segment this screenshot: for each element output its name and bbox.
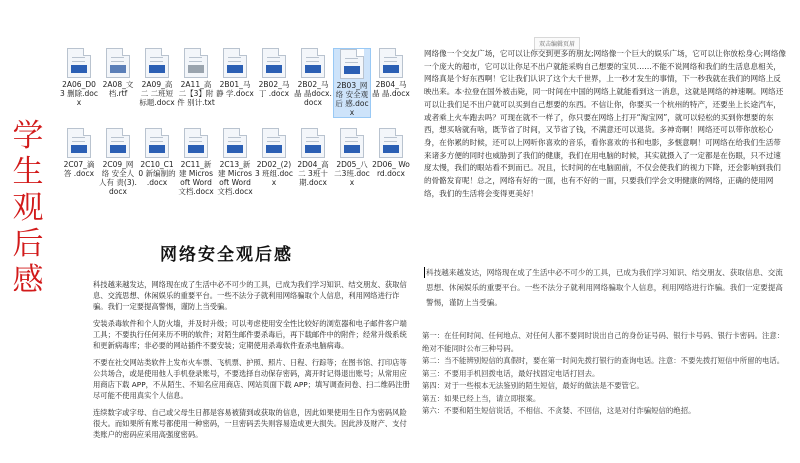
word-document-icon [262,128,286,158]
essay-paragraph: 安装杀毒软件和个人防火墙，并及时升级；可以考虑使用安全性比较好的浏览器和电子邮件客户端工具；不要执行任何来历不明的软件；对陌生邮件要杀毒后，再下载邮件中的附件；经常升级系统和更新病毒库；非必要的网站插件不要安装；定期使用杀毒软件查杀电脑病毒。 [93,319,407,350]
essay-paragraph: 不要在社交网站类软件上发布火车票、飞机票、护照、照片、日程、行踪等；在图书馆、打印店等公共场合，或是使用他人手机登录账号，不要选择自动保存密码，离开时记得退出账号；从常用应用商店下载 APP，不从陌生、不知名应用商店、网站页面下载 APP；填写调查问卷、扫二维码注册尽可能不使用真实个人信息。 [93,358,410,400]
file-item[interactable] [216,128,254,196]
word-document-icon [106,48,130,78]
file-name: 2B01_马静 学.docx [216,80,254,98]
file-name: 2C09_网络 安全人人有 责(3).docx [99,160,137,196]
tip-item: 第五：如果已经上当，请立即报案。 [422,393,541,403]
tip-item: 第二：当不能辨别短信的真假时，要在第一时间先拨打银行的查询电话。注意：不要先拨打短信中所留的电话。 [422,356,785,365]
file-item[interactable] [177,128,215,196]
document-text[interactable]: 网络像一个交友广场，它可以让你交到更多的朋友;网络像一个巨大的娱乐广场，它可以让你放松身心;网络像一个庞大的超市，它可以让你足不出户就能采购自己想要的宝贝……不能不说网络和我们的生活息息相关，网络真是个好东西啊！它让我们认识了这个大千世界，上一秒才发生的事情，下一秒我就在我们的网络上反映出来。本·拉登在国外被击毙，同一时间在中国的网络上就能看到这一消息，这就是网络的神速啊。网络还可以让我们足不出户就可以买到自己想要的东西。不信让你，你要买一个杭州的特产，还要坐上长途汽车，或者乘上火车跑去吗？可现在就不一样了，你只要在网络上打开“淘宝网”，就可以轻松的买到你想要的东西，想买啥就有啥，既节省了时间，又节省了钱，不满意还可以退货。多神奇啊！网络还可以带你放松心身，在你累的时候，还可以上网听你喜欢的音乐，看你喜欢的书和电影，多惬意啊！可网络在给我们生活带来诸多方便的同时也威胁到了我们的健康，我们在用电脑的时候，其实就摄入了一定都是在伤眼，只不过速度太慢，我们的眼站看不到而已。况且，长时间的在电脑面前，不仅会使我们的视力下降，还会影响到我们的骨骼发育呢！总之，网络有好的一面，也有不好的一面，只要我们学会文明健康的网络，正确的使用网络，我们的生活将会变得更美好！ [424,49,787,198]
file-item[interactable] [60,128,98,178]
word-document-icon [301,128,325,158]
word-document-icon [223,48,247,78]
word-document-icon [223,128,247,158]
file-name: 2A09_高二 二班短标题.docx [139,80,175,107]
file-name: 2C07_滴答 .docx [63,160,95,178]
file-name: 2B03_网络 安全观后 感.docx [335,81,369,117]
vertical-page-title [8,118,48,298]
essay-paragraph: 连续数字或字母、自己或父母生日都是容易被猜到或获取的信息，因此如果使用生日作为密码风险很大。而如果所有账号都使用一种密码，一旦密码丢失则容易造成更大损失。因此涉及财产、支付类账户的密码应采用高强度密码。 [93,408,407,439]
file-name: 2B04_马晶 晶.docx [372,80,410,98]
essay-body [93,279,411,446]
file-name: 2D06_ Word.docx [372,160,410,178]
word-document-icon [262,48,286,78]
word-document-icon [145,48,169,78]
file-item[interactable] [177,48,215,107]
word-document-icon [184,128,208,158]
file-item[interactable] [138,48,176,107]
word-document-icon [301,48,325,78]
tip-item: 第一：在任何时间、任何地点、对任何人都不要同时说出自己的身份证号码、银行卡号码、银行卡密码。注意：绝对不能同时公布三种号码。 [422,331,785,353]
file-item[interactable] [255,48,293,98]
file-item[interactable] [372,128,410,178]
document-intro-paragraph[interactable]: 科技越来越发达，网络现在成了生活中必不可少的工具，已成为我们学习知识、结交朋友、获取信息、交流思想、休闲娱乐的重要平台。一些不法分子就利用网络骗取个人信息，利用网络进行诈骗。我们一定要提高警惕，谨防上当受骗。 [426,268,783,307]
file-name: 2D02_(2)3 班组.docx [255,160,294,187]
word-document-icon [340,49,364,79]
file-name: 2C11_新建 Microsoft Word 文档.docx [178,160,214,196]
text-file-icon [184,48,208,78]
file-name: 2B02_马丁 .docx [258,80,290,98]
word-document-icon [145,128,169,158]
file-item[interactable] [99,48,137,98]
file-explorer-grid [58,36,410,241]
file-item[interactable] [372,48,410,98]
essay-title: 网络安全观后感 [160,245,293,265]
side-title-char: 生 [12,154,44,190]
file-item[interactable] [294,48,332,107]
word-document-icon [106,128,130,158]
file-name: 2A08_文档.rtf [102,80,134,98]
word-document-icon [67,128,91,158]
word-document-top [416,34,794,234]
text-cursor [424,267,425,278]
file-item[interactable] [294,128,332,187]
word-document-icon [379,128,403,158]
word-document-icon [67,48,91,78]
file-name: 2A11_高二【3】附件 别计.txt [177,80,215,107]
file-item[interactable] [333,128,371,187]
tip-item: 第三：不要用手机回拨电话，最好找固定电话打回去。 [422,368,600,378]
document-tips-list[interactable] [422,330,790,418]
word-document-bottom [416,255,794,460]
file-item[interactable] [99,128,137,196]
word-document-icon [340,128,364,158]
tip-item: 第六：不要和陌生短信说话，不相信、不贪婪、不回信，这是对付诈骗短信的绝招。 [422,406,696,415]
file-item[interactable] [138,128,176,187]
file-name: 2A06_D03 删除.docx [60,80,99,107]
file-item[interactable] [60,48,98,107]
file-item[interactable] [216,48,254,98]
file-name: 2D05_八 二3班.docx [334,160,370,187]
side-title-char: 后 [12,226,44,262]
side-title-char: 感 [12,262,44,298]
file-item[interactable] [333,48,371,118]
side-title-char: 观 [12,190,44,226]
side-title-char: 学 [12,118,44,154]
file-name: 2C10_C10 新编制的 .docx [138,160,176,187]
essay-paragraph: 科技越来越发达，网络现在成了生活中必不可少的工具，已成为我们学习知识、结交朋友、获取信息、交流思想、休闲娱乐的重要平台。一些不法分子就利用网络骗取个人信息，利用网络进行诈骗。我们一定要提高警惕，谨防上当受骗。 [93,280,407,311]
header-edit-hint[interactable]: 双击编辑页眉 [534,37,580,50]
file-name: 2C13_新建 Microsoft Word 文档.docx [217,160,253,196]
tip-item: 第四：对于一些根本无法鉴别的陌生短信，最好的做法是不要管它。 [422,381,644,390]
file-name: 2B02_马晶 晶docx.docx [294,80,332,107]
word-document-icon [379,48,403,78]
file-name: 2D04_高二 3班十期.docx [297,160,329,187]
file-item[interactable] [255,128,293,187]
